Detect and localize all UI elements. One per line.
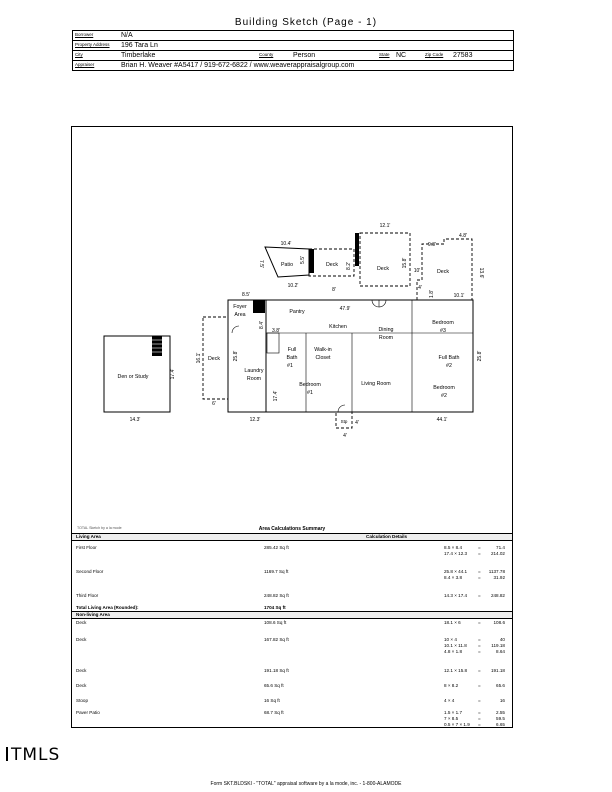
city-row bbox=[73, 51, 513, 61]
footer: Form SKT.BLDSKI - "TOTAL" appraisal software by a la mode, inc. - 1-800-ALAMODE bbox=[210, 781, 402, 787]
dim-25-8-a: 25.8' bbox=[233, 350, 239, 362]
calc-row-area: 1169.7 Sq ft bbox=[264, 569, 289, 574]
calc-expression: 25.8 × 44.1 bbox=[444, 569, 468, 574]
calc-details bbox=[444, 545, 509, 557]
sketch-credit: TOTAL Sketch by a la mode bbox=[77, 526, 122, 530]
calc-equals: = bbox=[478, 716, 481, 721]
dim-44-1: 44.1' bbox=[436, 417, 448, 423]
room-stoop: Stp bbox=[340, 419, 348, 424]
dim-13-6: 13.6' bbox=[478, 267, 484, 279]
dim-10-2: 10.2' bbox=[287, 283, 299, 289]
calc-equals: = bbox=[478, 575, 481, 580]
dim-4-8: 4.8' bbox=[459, 233, 467, 239]
calc-expression: 8.5 × 8.4 bbox=[444, 545, 463, 550]
dim-17-4-a: 17.4' bbox=[170, 368, 176, 380]
appraiser-label: Appraiser bbox=[75, 62, 95, 67]
appraiser-value: Brian H. Weaver #A5417 / 919-672-6822 / www.weaverappraisalgroup.com bbox=[121, 62, 355, 69]
dim-3-8: 3.8' bbox=[272, 328, 280, 334]
total-label: Total Living Area (Rounded): bbox=[76, 605, 139, 610]
room-kitchen: Kitchen bbox=[329, 324, 347, 330]
room-full-bath1: Full Bath #1 bbox=[286, 347, 298, 369]
calc-row-name: Deck bbox=[76, 637, 87, 642]
calc-value: 2.55 bbox=[496, 710, 505, 715]
state-label: State bbox=[379, 52, 390, 57]
city-value: Timberlake bbox=[121, 52, 156, 59]
calc-equals: = bbox=[478, 683, 481, 688]
total-value: 1704 Sq ft bbox=[264, 605, 286, 610]
calc-row-name: Deck bbox=[76, 620, 87, 625]
calc-row-area: 16 Sq ft bbox=[264, 698, 280, 703]
calc-value: 248.82 bbox=[490, 593, 505, 598]
calc-equals: = bbox=[478, 593, 481, 598]
calc-row-name: Deck bbox=[76, 668, 87, 673]
appraiser-row bbox=[73, 61, 513, 70]
calc-expression: 4.8 × 1.8 bbox=[444, 649, 463, 654]
details-label: Calculation Details bbox=[366, 534, 408, 539]
calc-value: 40 bbox=[499, 637, 505, 642]
calc-detail-line bbox=[444, 722, 509, 728]
calc-row-area: 285.42 Sq ft bbox=[264, 545, 289, 550]
calc-expression: 17.4 × 12.3 bbox=[444, 551, 468, 556]
calc-expression: 14.3 × 17.4 bbox=[444, 593, 468, 598]
living-area-label: Living Area bbox=[76, 534, 101, 539]
main-house-outline bbox=[228, 300, 473, 412]
living-area-header bbox=[72, 534, 512, 541]
calc-value: 191.18 bbox=[490, 668, 505, 673]
calc-row-name: Second Floor bbox=[76, 569, 104, 574]
dim-6: 6' bbox=[212, 401, 216, 407]
sketch-frame bbox=[71, 126, 513, 728]
calc-value: 8.64 bbox=[496, 649, 505, 654]
calc-equals: = bbox=[478, 722, 481, 727]
dim-4-b: 4' bbox=[355, 420, 359, 426]
calc-value: 71.4 bbox=[496, 545, 505, 550]
calc-row-area: 108.6 Sq ft bbox=[264, 620, 287, 625]
room-den: Den or Study bbox=[117, 374, 149, 380]
room-living: Living Room bbox=[361, 381, 391, 387]
calc-equals: = bbox=[478, 569, 481, 574]
room-laundry: Laundry Room bbox=[244, 368, 264, 382]
calc-row-name: Deck bbox=[76, 683, 87, 688]
dim-17-4-b: 17.4' bbox=[273, 390, 279, 402]
calc-equals: = bbox=[478, 551, 481, 556]
calc-row-name: First Floor bbox=[76, 545, 97, 550]
calc-equals: = bbox=[478, 545, 481, 550]
calc-expression: 8 × 8.2 bbox=[444, 683, 459, 688]
stairs-icon bbox=[152, 233, 359, 356]
room-walkin: Walk-in Closet bbox=[314, 347, 332, 361]
address-row bbox=[73, 41, 513, 51]
room-deck-top2: Deck bbox=[376, 266, 390, 272]
calc-equals: = bbox=[478, 668, 481, 673]
dim-1-8: 1.8' bbox=[429, 290, 435, 298]
borrower-row bbox=[73, 31, 513, 41]
calc-expression: 10.1 × 11.8 bbox=[444, 643, 467, 648]
address-label: Property Address bbox=[75, 42, 110, 47]
dim-8-5: 8.5' bbox=[242, 292, 250, 298]
calc-value: 6.65 bbox=[496, 722, 505, 727]
dim-25-8-b: 25.8' bbox=[477, 350, 483, 362]
dim-10-1: 10.1' bbox=[453, 293, 465, 299]
room-full-bath2: Full Bath #2 bbox=[438, 355, 460, 369]
calc-details bbox=[444, 668, 509, 674]
calc-details bbox=[444, 710, 509, 728]
calc-expression: 1.5 × 1.7 bbox=[444, 710, 463, 715]
calc-value: 59.5 bbox=[496, 716, 505, 721]
calc-row-area: 65.6 Sq ft bbox=[264, 683, 284, 688]
calc-value: 214.02 bbox=[490, 551, 505, 556]
calc-equals: = bbox=[478, 698, 481, 703]
dim-12-3: 12.3' bbox=[249, 417, 261, 423]
calc-detail-line bbox=[444, 683, 509, 689]
page-title: Building Sketch (Page - 1) bbox=[234, 17, 378, 28]
zip-value: 27583 bbox=[453, 52, 473, 59]
calc-expression: 0.5 × 7 × 1.9 bbox=[444, 722, 470, 727]
dim-10: 10' bbox=[413, 268, 421, 274]
zip-label: Zip Code bbox=[425, 52, 444, 57]
calc-expression: 12.1 × 15.8 bbox=[444, 668, 468, 673]
county-value: Person bbox=[293, 52, 316, 59]
calc-equals: = bbox=[478, 649, 481, 654]
room-bedroom2: Bedroom #2 bbox=[433, 385, 455, 399]
calc-details bbox=[444, 637, 509, 655]
floor-plan-sketch bbox=[72, 127, 512, 533]
area-calculations bbox=[72, 526, 512, 728]
calc-expression: 8.4 × 3.8 bbox=[444, 575, 463, 580]
dim-4-a: 4' bbox=[418, 285, 422, 291]
room-deck-left: Deck bbox=[207, 356, 221, 362]
calc-row-area: 167.82 Sq ft bbox=[264, 637, 289, 642]
room-deck-top1: Deck bbox=[325, 262, 339, 268]
calc-equals: = bbox=[478, 637, 481, 642]
calc-expression: 7 × 8.5 bbox=[444, 716, 459, 721]
calc-value: 119.18 bbox=[491, 643, 505, 648]
county-label: County bbox=[259, 52, 274, 57]
calc-equals: = bbox=[478, 620, 481, 625]
calc-equals: = bbox=[478, 710, 481, 715]
dim-47-9: 47.9' bbox=[339, 306, 351, 312]
calc-row-name: Stoop bbox=[76, 698, 89, 703]
calc-value: 16 bbox=[499, 698, 505, 703]
logo-bar-icon bbox=[6, 747, 8, 761]
dim-14-3: 14.3' bbox=[129, 417, 141, 423]
borrower-value: N/A bbox=[121, 32, 133, 39]
calc-row-area: 248.82 Sq ft bbox=[264, 593, 289, 598]
dim-7-5: 7.5' bbox=[258, 260, 264, 268]
borrower-label: Borrower bbox=[75, 32, 94, 37]
area-calc-title: Area Calculations Summary bbox=[258, 526, 326, 532]
calc-expression: 4 × 4 bbox=[444, 698, 455, 703]
dim-16-1: 16.1' bbox=[196, 352, 202, 364]
calc-detail-line bbox=[444, 575, 509, 581]
room-dining: Dining Room bbox=[378, 327, 394, 341]
dim-15-8: 15.8' bbox=[402, 257, 408, 269]
calc-detail-line bbox=[444, 620, 509, 626]
calc-details bbox=[444, 620, 509, 626]
dim-8: 8' bbox=[332, 287, 336, 293]
calc-value: 1137.78 bbox=[488, 569, 505, 574]
dim-5-5: 5.5' bbox=[300, 256, 306, 264]
calc-details bbox=[444, 698, 509, 704]
calc-expression: 18.1 × 6 bbox=[444, 620, 461, 625]
calc-details bbox=[444, 683, 509, 689]
address-value: 196 Tara Ln bbox=[121, 42, 158, 49]
non-living-label: Non-living Area bbox=[76, 612, 110, 617]
tmls-text: TMLS bbox=[11, 745, 61, 765]
calc-row-area: 68.7 Sq ft bbox=[264, 710, 284, 715]
calc-detail-line bbox=[444, 593, 509, 599]
dim-8-4: 8.4' bbox=[259, 321, 265, 329]
room-patio: Patio bbox=[280, 262, 294, 268]
calc-detail-line bbox=[444, 551, 509, 557]
room-foyer: Foyer Area bbox=[233, 304, 247, 318]
dim-12-1: 12.1' bbox=[379, 223, 391, 229]
dim-9-3: 9.3' bbox=[428, 242, 436, 248]
dim-4-c: 4' bbox=[343, 433, 347, 439]
calc-details bbox=[444, 569, 509, 581]
calc-row-name: Third Floor bbox=[76, 593, 99, 598]
non-living-header bbox=[72, 611, 512, 619]
calc-value: 65.6 bbox=[496, 683, 505, 688]
room-deck-top3: Deck bbox=[436, 269, 450, 275]
dim-10-4: 10.4' bbox=[280, 241, 292, 247]
calc-expression: 10 × 4 bbox=[444, 637, 457, 642]
calc-row-name: Paver Patio bbox=[76, 710, 100, 715]
room-bedroom3: Bedroom #3 bbox=[432, 320, 454, 334]
dim-8-2: 8.2' bbox=[346, 262, 352, 270]
calc-detail-line bbox=[444, 698, 509, 704]
calc-detail-line bbox=[444, 649, 509, 655]
calc-value: 108.6 bbox=[493, 620, 505, 625]
tmls-logo bbox=[6, 745, 60, 765]
calc-value: 31.92 bbox=[493, 575, 505, 580]
calc-equals: = bbox=[478, 643, 481, 648]
calc-row-area: 191.18 Sq ft bbox=[264, 668, 289, 673]
room-bedroom1: Bedroom #1 bbox=[299, 382, 321, 396]
city-label: City bbox=[75, 52, 83, 57]
calc-details bbox=[444, 593, 509, 599]
room-pantry: Pantry bbox=[289, 309, 305, 315]
calc-detail-line bbox=[444, 668, 509, 674]
state-value: NC bbox=[396, 52, 407, 59]
header-table bbox=[72, 30, 514, 71]
